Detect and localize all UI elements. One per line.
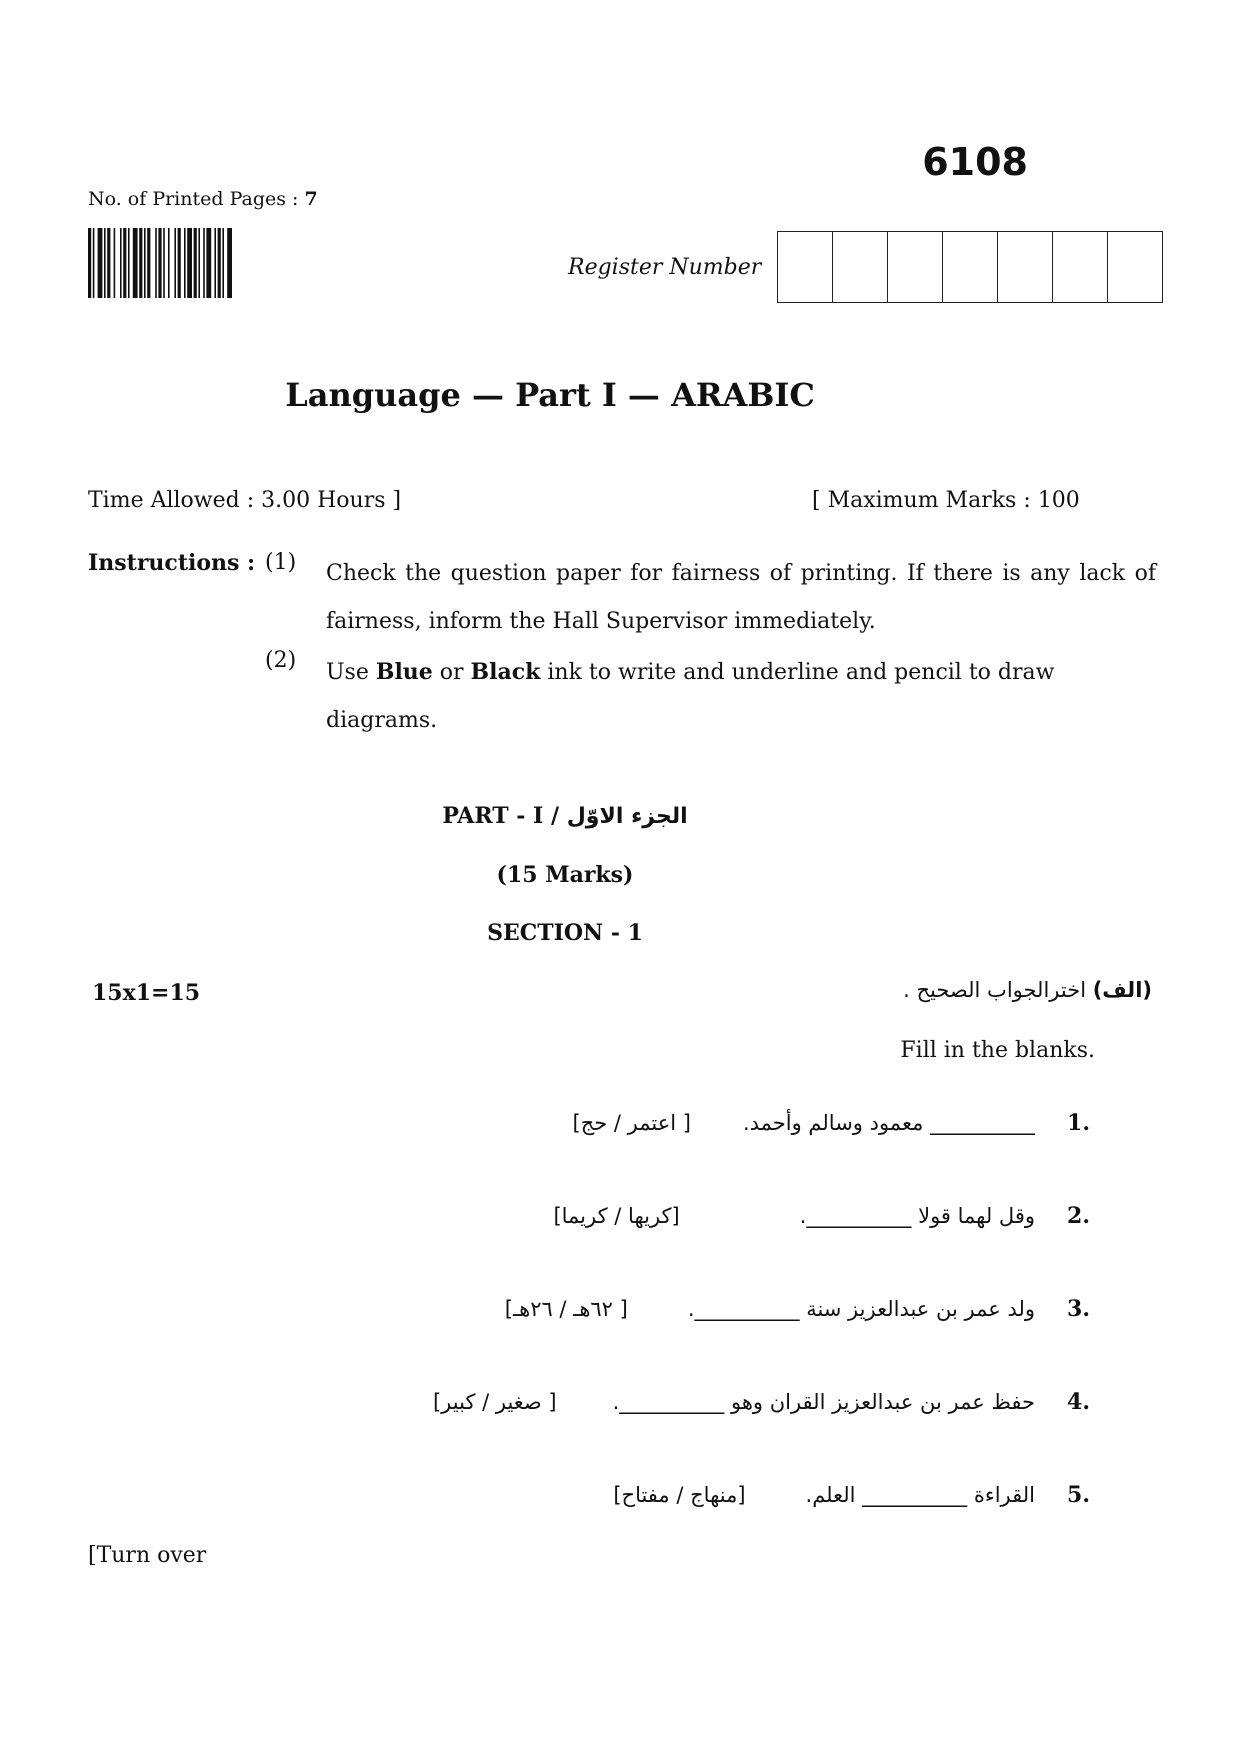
instruction-text-black: Black	[470, 659, 541, 685]
instruction-number: (2)	[265, 648, 297, 673]
instructions-label: Instructions :	[88, 550, 256, 576]
fill-in-instruction: Fill in the blanks.	[900, 1038, 1095, 1063]
instruction-text-blue: Blue	[375, 659, 433, 685]
question-item	[573, 1110, 1091, 1136]
question-text: وقل لهما قولا __________.	[799, 1204, 1036, 1228]
turn-over: [Turn over	[88, 1543, 207, 1568]
register-digit-box[interactable]	[998, 232, 1053, 302]
instruction-text-part: Use	[326, 660, 376, 685]
register-digit-box[interactable]	[943, 232, 998, 302]
question-number: .3	[1067, 1296, 1090, 1322]
question-number: .5	[1067, 1482, 1090, 1508]
part-marks: (15 Marks)	[496, 862, 634, 888]
register-digit-box[interactable]	[833, 232, 888, 302]
question-text: القراءة __________ العلم.	[805, 1483, 1036, 1507]
question-item	[613, 1482, 1090, 1508]
section-arabic-text: اخترالجواب الصحيح .	[903, 978, 1093, 1002]
question-number: .4	[1067, 1389, 1090, 1415]
register-digit-box[interactable]	[778, 232, 833, 302]
section-arabic-label: (الف)	[1092, 978, 1152, 1002]
paper-title: Language — Part I — ARABIC	[285, 376, 815, 414]
instruction-text	[326, 648, 1156, 745]
printed-pages	[88, 188, 318, 210]
question-options: [منهاج / مفتاح]	[613, 1483, 746, 1507]
register-digit-box[interactable]	[888, 232, 943, 302]
question-options: [ ٦٢هـ / ٢٦هـ]	[504, 1297, 628, 1321]
question-text: ولد عمر بن عبدالعزيز سنة __________.	[687, 1297, 1036, 1321]
question-item	[433, 1389, 1090, 1415]
question-options: [ اعتمر / حج]	[572, 1111, 691, 1135]
register-digit-box[interactable]	[1108, 232, 1162, 302]
section-arabic-heading	[903, 978, 1152, 1002]
paper-code: 6108	[922, 140, 1028, 184]
question-text: حفظ عمر بن عبدالعزيز القران وهو __________.	[612, 1390, 1036, 1414]
register-digit-box[interactable]	[1053, 232, 1108, 302]
time-allowed: Time Allowed : 3.00 Hours ]	[88, 488, 402, 513]
part-heading	[0, 803, 1240, 829]
register-number-boxes	[777, 231, 1163, 303]
part-heading-ar: الجزء الاوّل	[566, 804, 688, 829]
printed-pages-value: 7	[304, 188, 318, 210]
instruction-text-part: ink to write and underline and pencil to draw diagrams.	[326, 660, 1055, 733]
question-text: __________ معمود وسالم وأحمد.	[742, 1111, 1036, 1135]
maximum-marks: [ Maximum Marks : 100	[812, 488, 1080, 513]
question-number: .1	[1067, 1110, 1090, 1136]
question-options: [ صغير / كبير]	[432, 1390, 557, 1414]
question-options: [كريها / كريما]	[553, 1204, 680, 1228]
question-number: .2	[1067, 1203, 1090, 1229]
barcode	[88, 228, 338, 298]
instruction-text: Check the question paper for fairness of printing. If there is any lack of fairness, inform the Hall Supervisor immediately.	[326, 561, 1156, 634]
part-heading-en: PART - I /	[442, 803, 560, 829]
score-formula: 15x1=15	[92, 980, 201, 1006]
question-item	[553, 1203, 1090, 1229]
register-number-row	[568, 230, 1163, 304]
section-heading: SECTION - 1	[487, 920, 643, 946]
printed-pages-label: No. of Printed Pages :	[88, 188, 305, 210]
register-number-label: Register Number	[568, 254, 762, 280]
instruction-text-part: or	[432, 660, 471, 685]
question-item	[505, 1296, 1090, 1322]
instruction-number: (1)	[265, 550, 297, 575]
